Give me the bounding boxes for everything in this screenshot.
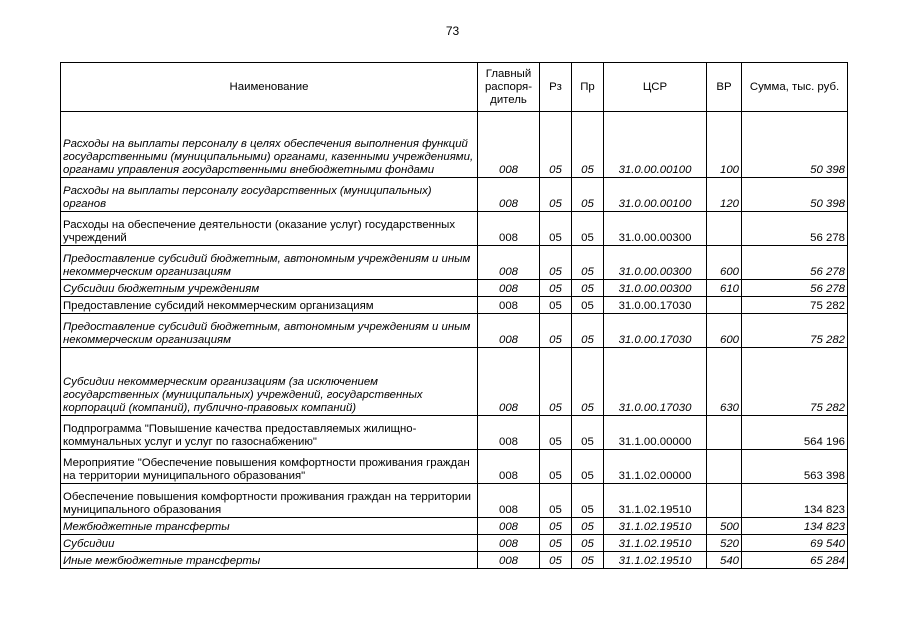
row-ministry: 008 [478, 297, 540, 314]
row-vr: 610 [707, 280, 742, 297]
row-ministry: 008 [478, 484, 540, 518]
row-rz: 05 [540, 212, 572, 246]
row-sum: 56 278 [742, 212, 848, 246]
row-csr: 31.0.00.17030 [604, 297, 707, 314]
table-row [61, 535, 848, 552]
table-row [61, 246, 848, 280]
row-sum: 75 282 [742, 348, 848, 416]
row-name: Предоставление субсидий бюджетным, автономным учреждениям и иным некоммерческим организациям [61, 246, 478, 280]
row-csr: 31.0.00.17030 [604, 314, 707, 348]
row-pr: 05 [572, 212, 604, 246]
row-ministry: 008 [478, 450, 540, 484]
row-vr: 120 [707, 178, 742, 212]
row-ministry: 008 [478, 348, 540, 416]
row-rz: 05 [540, 416, 572, 450]
row-rz: 05 [540, 297, 572, 314]
row-vr: 100 [707, 112, 742, 178]
row-pr: 05 [572, 297, 604, 314]
row-sum: 563 398 [742, 450, 848, 484]
row-pr: 05 [572, 246, 604, 280]
row-pr: 05 [572, 484, 604, 518]
row-ministry: 008 [478, 552, 540, 569]
row-sum: 75 282 [742, 314, 848, 348]
row-name: Субсидии некоммерческим организациям (за исключением государственных (муниципальных) учреждений, государственных корпораций (компаний), публично-правовых компаний) [61, 348, 478, 416]
row-name: Расходы на выплаты персоналу в целях обеспечения выполнения функций государственными (муниципальными) органами, казенными учреждениями, органами управления государственными внебюджетными фондами [61, 112, 478, 178]
row-rz: 05 [540, 314, 572, 348]
row-vr [707, 297, 742, 314]
table-row [61, 297, 848, 314]
table-row [61, 112, 848, 178]
row-sum: 50 398 [742, 112, 848, 178]
row-sum: 56 278 [742, 280, 848, 297]
row-name: Расходы на выплаты персоналу государственных (муниципальных) органов [61, 178, 478, 212]
row-sum: 56 278 [742, 246, 848, 280]
row-csr: 31.1.02.19510 [604, 518, 707, 535]
row-rz: 05 [540, 552, 572, 569]
row-pr: 05 [572, 178, 604, 212]
row-csr: 31.0.00.00300 [604, 246, 707, 280]
row-ministry: 008 [478, 178, 540, 212]
row-rz: 05 [540, 280, 572, 297]
row-pr: 05 [572, 314, 604, 348]
table-row [61, 450, 848, 484]
row-vr: 630 [707, 348, 742, 416]
row-rz: 05 [540, 450, 572, 484]
row-csr: 31.1.00.00000 [604, 416, 707, 450]
row-sum: 75 282 [742, 297, 848, 314]
row-ministry: 008 [478, 314, 540, 348]
row-vr: 520 [707, 535, 742, 552]
row-ministry: 008 [478, 212, 540, 246]
row-pr: 05 [572, 348, 604, 416]
row-csr: 31.0.00.00100 [604, 112, 707, 178]
row-rz: 05 [540, 178, 572, 212]
header-sum: Сумма, тыс. руб. [742, 63, 848, 112]
row-ministry: 008 [478, 416, 540, 450]
row-ministry: 008 [478, 535, 540, 552]
row-name: Предоставление субсидий бюджетным, автономным учреждениям и иным некоммерческим организациям [61, 314, 478, 348]
row-csr: 31.1.02.19510 [604, 535, 707, 552]
table-row [61, 552, 848, 569]
table-row [61, 212, 848, 246]
table-row [61, 314, 848, 348]
row-pr: 05 [572, 552, 604, 569]
row-vr: 540 [707, 552, 742, 569]
row-vr [707, 484, 742, 518]
table-row [61, 518, 848, 535]
row-vr: 600 [707, 314, 742, 348]
row-name: Субсидии [61, 535, 478, 552]
row-vr: 500 [707, 518, 742, 535]
row-sum: 50 398 [742, 178, 848, 212]
row-csr: 31.1.02.19510 [604, 484, 707, 518]
row-sum: 69 540 [742, 535, 848, 552]
row-rz: 05 [540, 246, 572, 280]
row-name: Предоставление субсидий некоммерческим организациям [61, 297, 478, 314]
header-ministry: Главный распоря-дитель [478, 63, 540, 112]
row-rz: 05 [540, 518, 572, 535]
header-pr: Пр [572, 63, 604, 112]
row-sum: 134 823 [742, 484, 848, 518]
table-row [61, 178, 848, 212]
row-vr [707, 450, 742, 484]
row-sum: 65 284 [742, 552, 848, 569]
table-row [61, 280, 848, 297]
table-header-row [61, 63, 848, 112]
header-vr: ВР [707, 63, 742, 112]
budget-table [60, 62, 848, 569]
row-ministry: 008 [478, 518, 540, 535]
row-name: Межбюджетные трансферты [61, 518, 478, 535]
table-row [61, 484, 848, 518]
row-rz: 05 [540, 535, 572, 552]
row-csr: 31.0.00.00300 [604, 280, 707, 297]
row-rz: 05 [540, 484, 572, 518]
row-csr: 31.0.00.17030 [604, 348, 707, 416]
row-vr: 600 [707, 246, 742, 280]
row-name: Субсидии бюджетным учреждениям [61, 280, 478, 297]
row-pr: 05 [572, 450, 604, 484]
row-ministry: 008 [478, 112, 540, 178]
table-row [61, 348, 848, 416]
row-name: Иные межбюджетные трансферты [61, 552, 478, 569]
table-row [61, 416, 848, 450]
row-name: Расходы на обеспечение деятельности (оказание услуг) государственных учреждений [61, 212, 478, 246]
row-pr: 05 [572, 280, 604, 297]
row-ministry: 008 [478, 246, 540, 280]
page-number: 73 [445, 24, 460, 38]
row-pr: 05 [572, 416, 604, 450]
header-rz: Рз [540, 63, 572, 112]
row-name: Обеспечение повышения комфортности проживания граждан на территории муниципального образования [61, 484, 478, 518]
row-rz: 05 [540, 112, 572, 178]
row-pr: 05 [572, 535, 604, 552]
row-csr: 31.0.00.00300 [604, 212, 707, 246]
row-name: Мероприятие "Обеспечение повышения комфортности проживания граждан на территории муниципального образования" [61, 450, 478, 484]
row-pr: 05 [572, 518, 604, 535]
row-csr: 31.1.02.00000 [604, 450, 707, 484]
row-vr [707, 212, 742, 246]
row-sum: 564 196 [742, 416, 848, 450]
row-csr: 31.1.02.19510 [604, 552, 707, 569]
row-ministry: 008 [478, 280, 540, 297]
row-csr: 31.0.00.00100 [604, 178, 707, 212]
row-rz: 05 [540, 348, 572, 416]
row-sum: 134 823 [742, 518, 848, 535]
row-vr [707, 416, 742, 450]
row-name: Подпрограмма "Повышение качества предоставляемых жилищно-коммунальных услуг и услуг по газоснабжению" [61, 416, 478, 450]
row-pr: 05 [572, 112, 604, 178]
header-csr: ЦСР [604, 63, 707, 112]
header-name: Наименование [61, 63, 478, 112]
